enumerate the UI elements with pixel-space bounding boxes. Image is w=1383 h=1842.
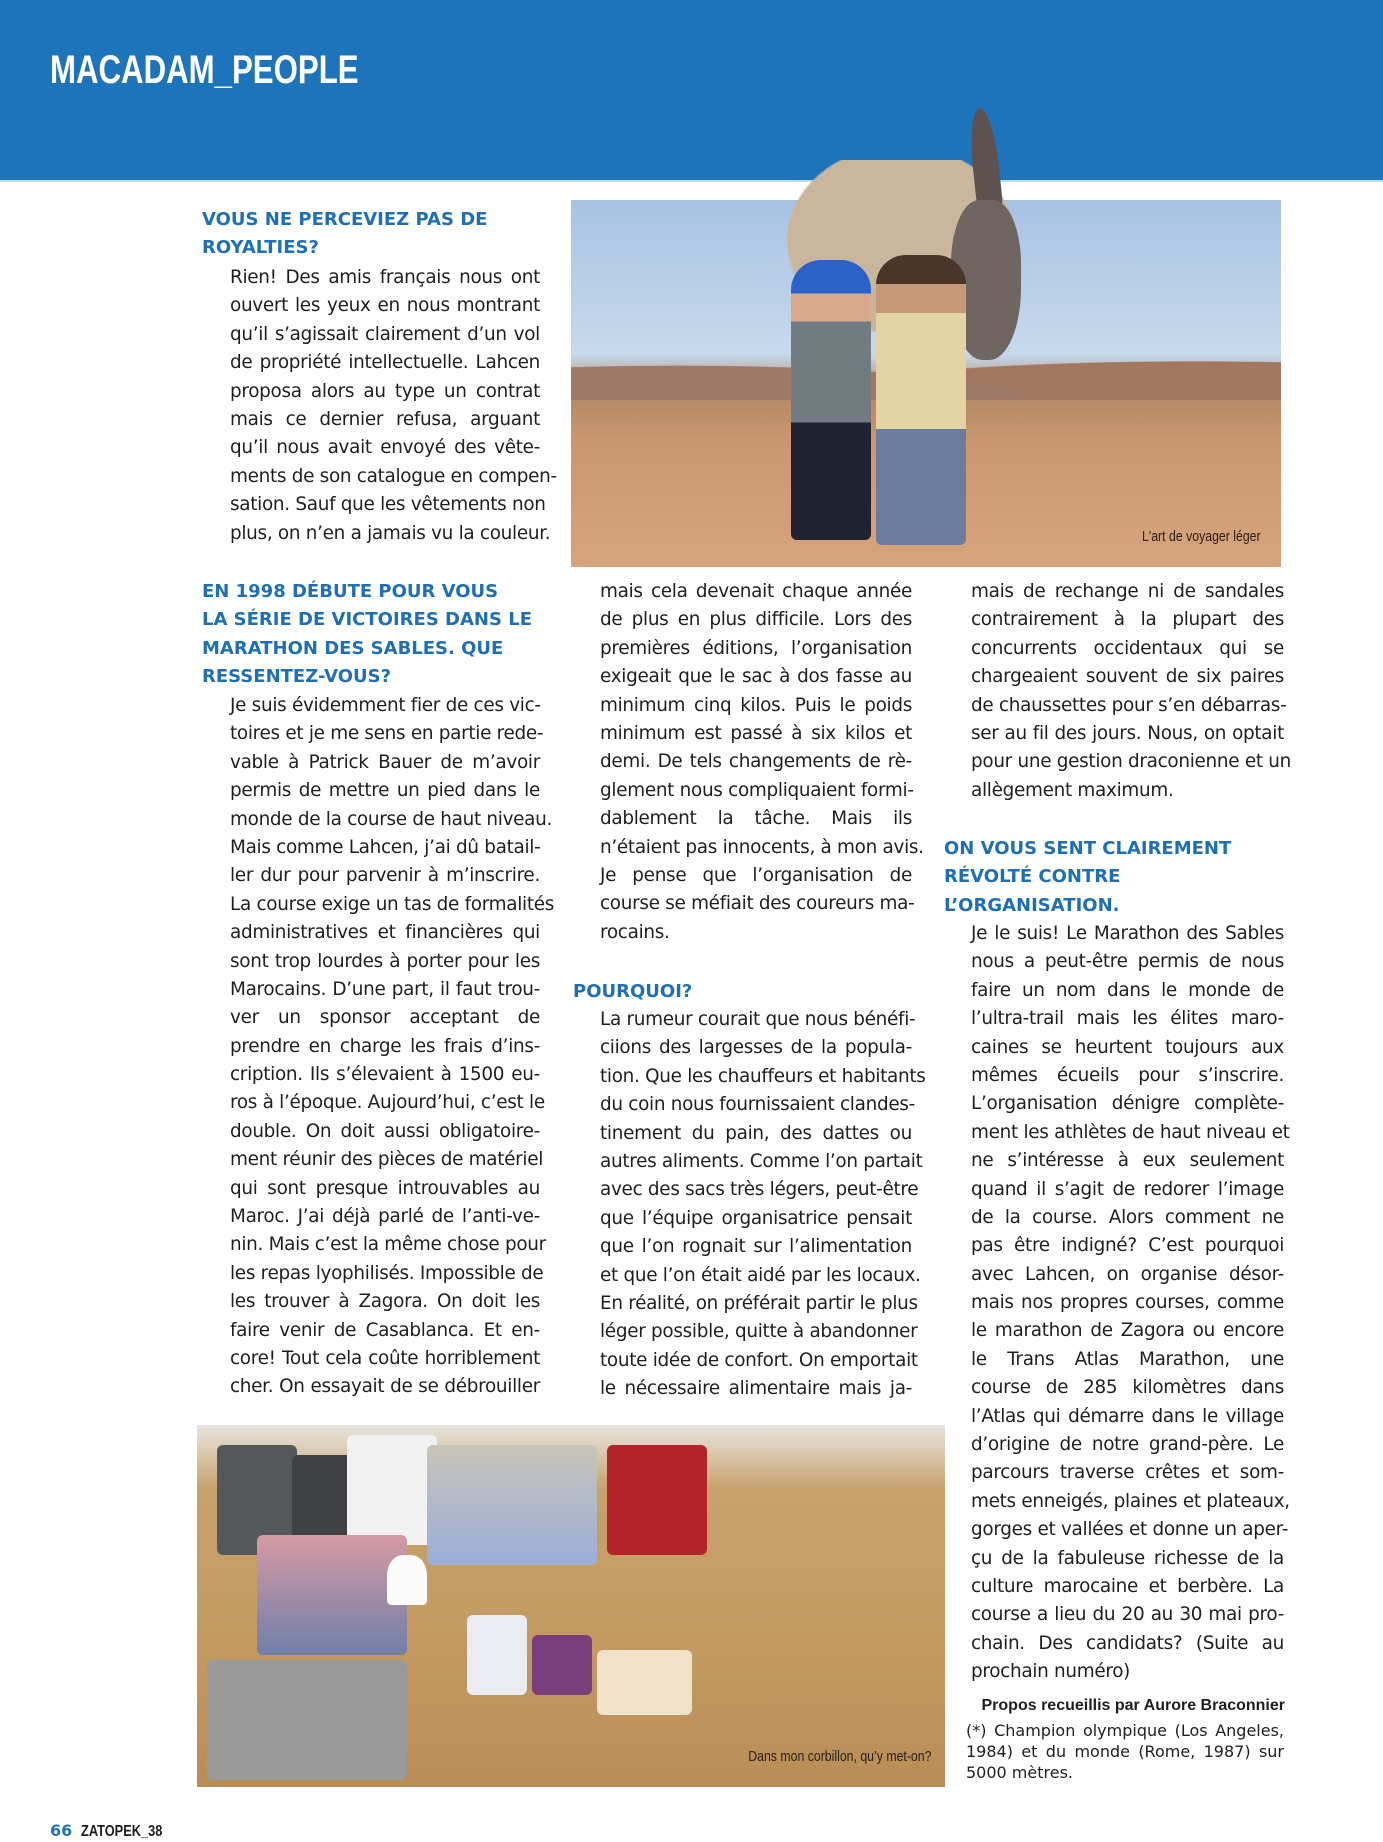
text-line: de la course. Alors comment ne bbox=[971, 1206, 1284, 1228]
text-line: minimum est passé à six kilos et bbox=[600, 722, 912, 744]
text-line: l’ultra-trail mais les élites maro- bbox=[971, 1008, 1284, 1030]
question-line: ROYALTIES? bbox=[202, 237, 319, 259]
text-line: caines se heurtent toujours aux bbox=[971, 1036, 1284, 1058]
text-line: faire un nom dans le monde de bbox=[971, 979, 1284, 1001]
photo-sleeping-mat bbox=[207, 1660, 407, 1780]
text-line: pas être indigné? C’est pourquoi bbox=[971, 1235, 1284, 1257]
text-line: Je suis évidemment fier de ces vic- bbox=[230, 695, 541, 716]
photo-caption-bottom: Dans mon corbillon, qu’y met-on? bbox=[747, 1748, 931, 1765]
text-line: mets enneigés, plaines et plateaux, bbox=[971, 1490, 1290, 1512]
text-line: parcours traverse crêtes et som- bbox=[971, 1462, 1284, 1484]
text-line: Mais comme Lahcen, j’ai dû batail- bbox=[230, 836, 541, 858]
text-line: toute idée de confort. On emportait bbox=[600, 1349, 918, 1371]
text-line: cher. On essayait de se débrouiller bbox=[230, 1376, 540, 1398]
text-line: ments de son catalogue en compen- bbox=[230, 465, 557, 487]
text-line: quand il s’agit de redorer l’image bbox=[971, 1178, 1284, 1200]
text-line: nous a peut-être permis de nous bbox=[971, 951, 1284, 973]
question-line: EN 1998 DÉBUTE POUR VOUS bbox=[202, 581, 499, 602]
photo-caption-top: L'art de voyager léger bbox=[1142, 528, 1261, 545]
text-line: Je pense que l’organisation de bbox=[600, 864, 912, 886]
question-line: RÉVOLTÉ CONTRE bbox=[944, 866, 1121, 888]
text-line: glement nous compliquaient formi- bbox=[600, 779, 914, 801]
text-line: avec des sacs très légers, peut-être bbox=[600, 1179, 919, 1201]
text-line: que l’on rognait sur l’alimentation bbox=[600, 1236, 912, 1258]
section-header-band bbox=[0, 0, 1383, 182]
text-line: et que l’on était aidé par les locaux. bbox=[600, 1264, 921, 1286]
text-line: sation. Sauf que les vêtements non bbox=[230, 494, 546, 516]
text-line: ouvert les yeux en nous montrant bbox=[230, 295, 540, 317]
text-line: mais de rechange ni de sandales bbox=[971, 581, 1284, 602]
answer-victoires-continued bbox=[600, 578, 924, 947]
text-line: mais cela devenait chaque année bbox=[600, 581, 912, 602]
question-victoires bbox=[202, 578, 542, 692]
text-line: monde de la course de haut niveau. bbox=[230, 808, 553, 830]
text-line: les trouver à Zagora. On doit les bbox=[230, 1291, 540, 1313]
photo-child-blue-hat bbox=[791, 260, 871, 540]
text-line: tion. Que les chauffeurs et habitants bbox=[600, 1065, 926, 1087]
question-line: MARATHON DES SABLES. QUE bbox=[202, 637, 504, 659]
text-line: gorges et vallées et donne un aper- bbox=[971, 1519, 1289, 1541]
text-line: autres aliments. Comme l’on partait bbox=[600, 1150, 923, 1172]
question-line: VOUS NE PERCEVIEZ PAS DE bbox=[202, 209, 488, 230]
photo-energy-bars bbox=[532, 1635, 592, 1695]
page-number: 66 bbox=[50, 1821, 73, 1840]
text-line: qui sont presque introuvables au bbox=[230, 1177, 540, 1199]
text-line: double. On doit aussi obligatoire- bbox=[230, 1120, 540, 1142]
text-line: mêmes écueils pour s’inscrire. bbox=[971, 1064, 1284, 1086]
text-line: Maroc. J’ai déjà parlé de l’anti-ve- bbox=[230, 1206, 540, 1228]
question-line: POURQUOI? bbox=[573, 981, 693, 1002]
text-line: le nécessaire alimentaire mais ja- bbox=[600, 1378, 912, 1400]
text-line: exigeait que le sac à dos fasse au bbox=[600, 666, 912, 688]
photo-freeze-dried-meals bbox=[427, 1445, 597, 1565]
text-line: ler dur pour parvenir à m’inscrire. bbox=[230, 865, 540, 887]
answer-pourquoi-continued bbox=[971, 578, 1292, 805]
text-line: d’origine de notre grand-père. Le bbox=[971, 1434, 1284, 1456]
text-line: core! Tout cela coûte horriblement bbox=[230, 1347, 540, 1369]
text-line: çu de la fabuleuse richesse de la bbox=[971, 1547, 1284, 1569]
photo-child-checked-shirt bbox=[876, 255, 966, 545]
text-line: permis de mettre un pied dans le bbox=[230, 780, 540, 802]
text-line: ne s’intéresse à eux seulement bbox=[971, 1150, 1284, 1172]
text-line: Marocains. D’une part, il faut trou- bbox=[230, 978, 540, 1000]
text-line: mais nos propres courses, comme bbox=[971, 1292, 1284, 1314]
text-line: nin. Mais c’est la même chose pour bbox=[230, 1234, 546, 1256]
answer-pourquoi bbox=[600, 1006, 926, 1403]
text-line: rocains. bbox=[600, 921, 670, 943]
text-line: de chaussettes pour s’en débarras- bbox=[971, 694, 1287, 716]
text-line: En réalité, on préférait partir le plus bbox=[600, 1292, 918, 1314]
question-line: L’ORGANISATION. bbox=[944, 894, 1120, 916]
text-line: L’organisation dénigre complète- bbox=[971, 1093, 1284, 1115]
text-line: tinement du pain, des dattes ou bbox=[600, 1122, 912, 1144]
answer-revolte bbox=[971, 920, 1290, 1687]
page-folio bbox=[50, 1821, 183, 1841]
text-line: ser au fil des jours. Nous, on optait bbox=[971, 722, 1284, 744]
text-line: course se méfiait des coureurs ma- bbox=[600, 893, 915, 915]
photo-backpack bbox=[257, 1535, 407, 1655]
text-line: allègement maximum. bbox=[971, 779, 1174, 801]
text-line: administratives et financières qui bbox=[230, 922, 540, 944]
text-line: dablement la tâche. Mais ils bbox=[600, 808, 912, 830]
photo-cap bbox=[387, 1555, 427, 1605]
answer-royalties bbox=[230, 264, 557, 548]
text-line: premières éditions, l’organisation bbox=[600, 637, 912, 659]
text-line: course de 285 kilomètres dans bbox=[971, 1377, 1284, 1399]
text-line: ros à l’époque. Aujourd’hui, c’est le bbox=[230, 1092, 545, 1114]
magazine-issue: ZATOPEK_38 bbox=[81, 1823, 163, 1840]
photo-children-donkey bbox=[571, 200, 1281, 567]
text-line: pour une gestion draconienne et un bbox=[971, 751, 1292, 773]
text-line: le marathon de Zagora ou encore bbox=[971, 1320, 1284, 1342]
text-line: le Trans Atlas Marathon, une bbox=[971, 1348, 1284, 1370]
text-line: Je le suis! Le Marathon des Sables bbox=[971, 923, 1284, 944]
text-line: du coin nous fournissaient clandes- bbox=[600, 1094, 915, 1116]
text-line: léger possible, quitte à abandonner bbox=[600, 1321, 918, 1343]
text-line: course a lieu du 20 au 30 mai pro- bbox=[971, 1604, 1284, 1626]
text-line: Rien! Des amis français nous ont bbox=[230, 267, 540, 288]
question-revolte bbox=[944, 835, 1284, 920]
photo-fire-ice-bag bbox=[597, 1650, 692, 1715]
question-line: LA SÉRIE DE VICTOIRES DANS LE bbox=[202, 609, 532, 631]
text-line: prochain numéro) bbox=[971, 1661, 1131, 1683]
text-line: ment réunir des pièces de matériel bbox=[230, 1149, 544, 1171]
text-line: de plus en plus difficile. Lors des bbox=[600, 609, 912, 631]
text-line: avec Lahcen, on organise désor- bbox=[971, 1263, 1284, 1285]
text-line: cription. Ils s’élevaient à 1500 eu- bbox=[230, 1064, 540, 1086]
text-line: La rumeur courait que nous bénéfi- bbox=[600, 1009, 916, 1030]
text-line: vable à Patrick Bauer de m’avoir bbox=[230, 751, 540, 773]
text-line: que l’équipe organisatrice pensait bbox=[600, 1207, 912, 1229]
text-line: chain. Des candidats? (Suite au bbox=[971, 1632, 1284, 1654]
text-line: l’Atlas qui démarre dans le village bbox=[971, 1405, 1284, 1427]
text-line: sont trop lourdes à porter pour les bbox=[230, 950, 540, 972]
byline: Propos recueillis par Aurore Braconnier bbox=[981, 1697, 1285, 1714]
text-line: ment les athlètes de haut niveau et bbox=[971, 1121, 1290, 1143]
text-line: minimum cinq kilos. Puis le poids bbox=[600, 694, 912, 716]
photo-race-gear bbox=[197, 1425, 945, 1787]
photo-ziploc bbox=[467, 1615, 527, 1695]
text-line: toires et je me sens en partie rede- bbox=[230, 723, 544, 745]
text-line: contrairement à la plupart des bbox=[971, 609, 1284, 631]
question-royalties bbox=[202, 206, 532, 263]
photo-white-bag bbox=[347, 1435, 437, 1545]
photo-moroccan-flag bbox=[607, 1445, 707, 1555]
text-line: de propriété intellectuelle. Lahcen bbox=[230, 352, 540, 374]
text-line: chargeaient souvent de six paires bbox=[971, 666, 1284, 688]
text-line: culture marocaine et berbère. La bbox=[971, 1575, 1284, 1597]
text-line: concurrents occidentaux qui se bbox=[971, 637, 1284, 659]
text-line: proposa alors au type un contrat bbox=[230, 380, 540, 402]
text-line: faire venir de Casablanca. Et en- bbox=[230, 1319, 540, 1341]
text-line: La course exige un tas de formalités bbox=[230, 893, 555, 915]
text-line: ver un sponsor acceptant de bbox=[230, 1007, 540, 1029]
text-line: qu’il s’agissait clairement d’un vol bbox=[230, 323, 540, 345]
text-line: les repas lyophilisés. Impossible de bbox=[230, 1262, 544, 1284]
text-line: mais ce dernier refusa, arguant bbox=[230, 408, 540, 430]
question-pourquoi bbox=[573, 978, 903, 1006]
text-line: ciions des largesses de la popula- bbox=[600, 1037, 912, 1059]
footnote: (*) Champion olympique (Los Angeles, 1984) et du monde (Rome, 1987) sur 5000 mètres. bbox=[966, 1721, 1284, 1782]
question-line: RESSENTEZ-VOUS? bbox=[202, 666, 392, 688]
text-line: n’étaient pas innocents, à mon avis. bbox=[600, 836, 924, 858]
question-line: ON VOUS SENT CLAIREMENT bbox=[944, 838, 1232, 859]
section-title: MACADAM_PEOPLE bbox=[50, 48, 359, 92]
text-line: demi. De tels changements de rè- bbox=[600, 751, 912, 773]
answer-victoires bbox=[230, 692, 555, 1402]
text-line: prendre en charge les frais d’ins- bbox=[230, 1035, 540, 1057]
text-line: plus, on n’en a jamais vu la couleur. bbox=[230, 522, 551, 544]
text-line: qu’il nous avait envoyé des vête- bbox=[230, 437, 540, 459]
